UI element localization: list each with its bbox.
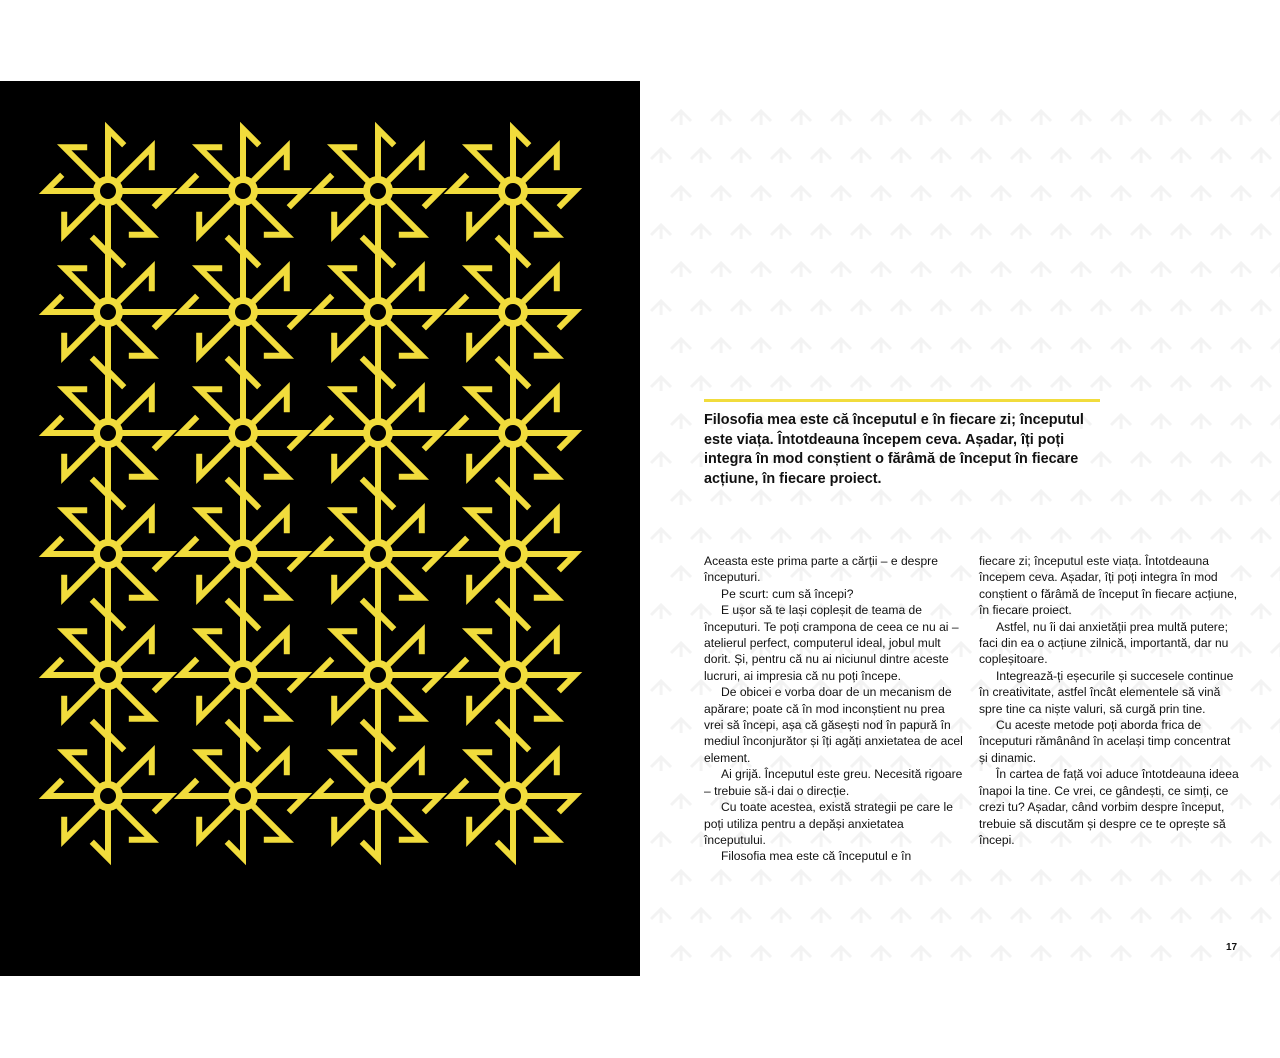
- snowflake-motif: [181, 250, 305, 374]
- body-column-right: [979, 553, 1241, 848]
- paragraph: fiecare zi; începutul este viața. Întotdeauna începem ceva. Așadar, îți poți integra în mod conștient o fărâmă de început în fiecare acțiune, în fiecare proiect.: [979, 554, 1238, 618]
- snowflake-motif: [46, 734, 170, 858]
- snowflake-motif: [46, 492, 170, 616]
- snowflake-motif: [451, 250, 575, 374]
- snowflake-motif: [316, 734, 440, 858]
- snowflake-motif: [316, 371, 440, 495]
- snowflake-motif: [181, 371, 305, 495]
- paragraph: Pe scurt: cum să începi?: [721, 586, 854, 601]
- snowflake-motif: [181, 129, 305, 253]
- right-page: [640, 81, 1280, 976]
- pull-quote-rule: [704, 399, 1100, 402]
- body-column-left: [704, 553, 966, 865]
- snowflake-motif: [181, 492, 305, 616]
- paragraph: Cu toate acestea, există strategii pe care le poți utiliza pentru a depăși anxietatea începutului.: [704, 800, 953, 847]
- snowflake-arrow-pattern-icon: [0, 81, 640, 976]
- paragraph: Integrează-ți eșecurile și succesele continue în creativitate, astfel încât elementele să vină spre tine ca niște valuri, să curgă prin tine.: [979, 668, 1234, 716]
- snowflake-motif: [451, 734, 575, 858]
- snowflake-motif: [46, 250, 170, 374]
- paragraph: Filosofia mea este că începutul e în: [721, 849, 912, 864]
- snowflake-motif: [316, 492, 440, 616]
- snowflake-motif: [46, 613, 170, 737]
- left-page-illustration: [0, 81, 640, 976]
- snowflake-motif: [181, 734, 305, 858]
- pull-quote: Filosofia mea este că începutul e în fiecare zi; începutul este viața. Întotdeauna începem ceva. Așadar, îți poți integra în mod conștient o fărâmă de început în fiecare acțiune, în fiecare proiect.: [704, 412, 1084, 487]
- snowflake-motif: [181, 613, 305, 737]
- paragraph: Aceasta este prima parte a cărții – e despre începuturi.: [704, 554, 938, 585]
- paragraph: De obicei e vorba doar de un mecanism de apărare; poate că în mod inconștient nu prea vrei să începi, așa că găsești nod în papură în mediul înconjurător și îți agăți anxietatea de acel element.: [704, 685, 963, 765]
- snowflake-motif: [451, 613, 575, 737]
- paragraph: E ușor să te lași copleșit de teama de începuturi. Te poți crampona de ceea ce nu ai – atelierul perfect, computerul ideal, jobul mult dorit. Și, pentru că nu ai niciunul dintre aceste lucruri, ai impresia că nu poți începe.: [704, 603, 959, 683]
- paragraph: Astfel, nu îi dai anxietății prea multă putere; faci din ea o acțiune zilnică, importantă, dar nu copleșitoare.: [979, 619, 1229, 667]
- snowflake-motif: [451, 129, 575, 253]
- paragraph: Cu aceste metode poți aborda frica de începuturi rămânând în același timp concentrat și dinamic.: [979, 718, 1231, 765]
- paragraph: Ai grijă. Începutul este greu. Necesită rigoare – trebuie să-i dai o direcție.: [704, 767, 963, 798]
- snowflake-motif: [451, 492, 575, 616]
- snowflake-motif: [316, 250, 440, 374]
- snowflake-motif: [316, 613, 440, 737]
- snowflake-motif: [46, 129, 170, 253]
- snowflake-motif: [451, 371, 575, 495]
- snowflake-motif: [46, 371, 170, 495]
- snowflake-motif: [316, 129, 440, 253]
- page-number: 17: [1226, 942, 1238, 953]
- paragraph: În cartea de față voi aduce întotdeauna ideea înapoi la tine. Ce vrei, ce gândești, ce simți, ce crezi tu? Așadar, când vorbim despre început, trebuie să discutăm și despre ce te oprește să începi.: [979, 767, 1239, 847]
